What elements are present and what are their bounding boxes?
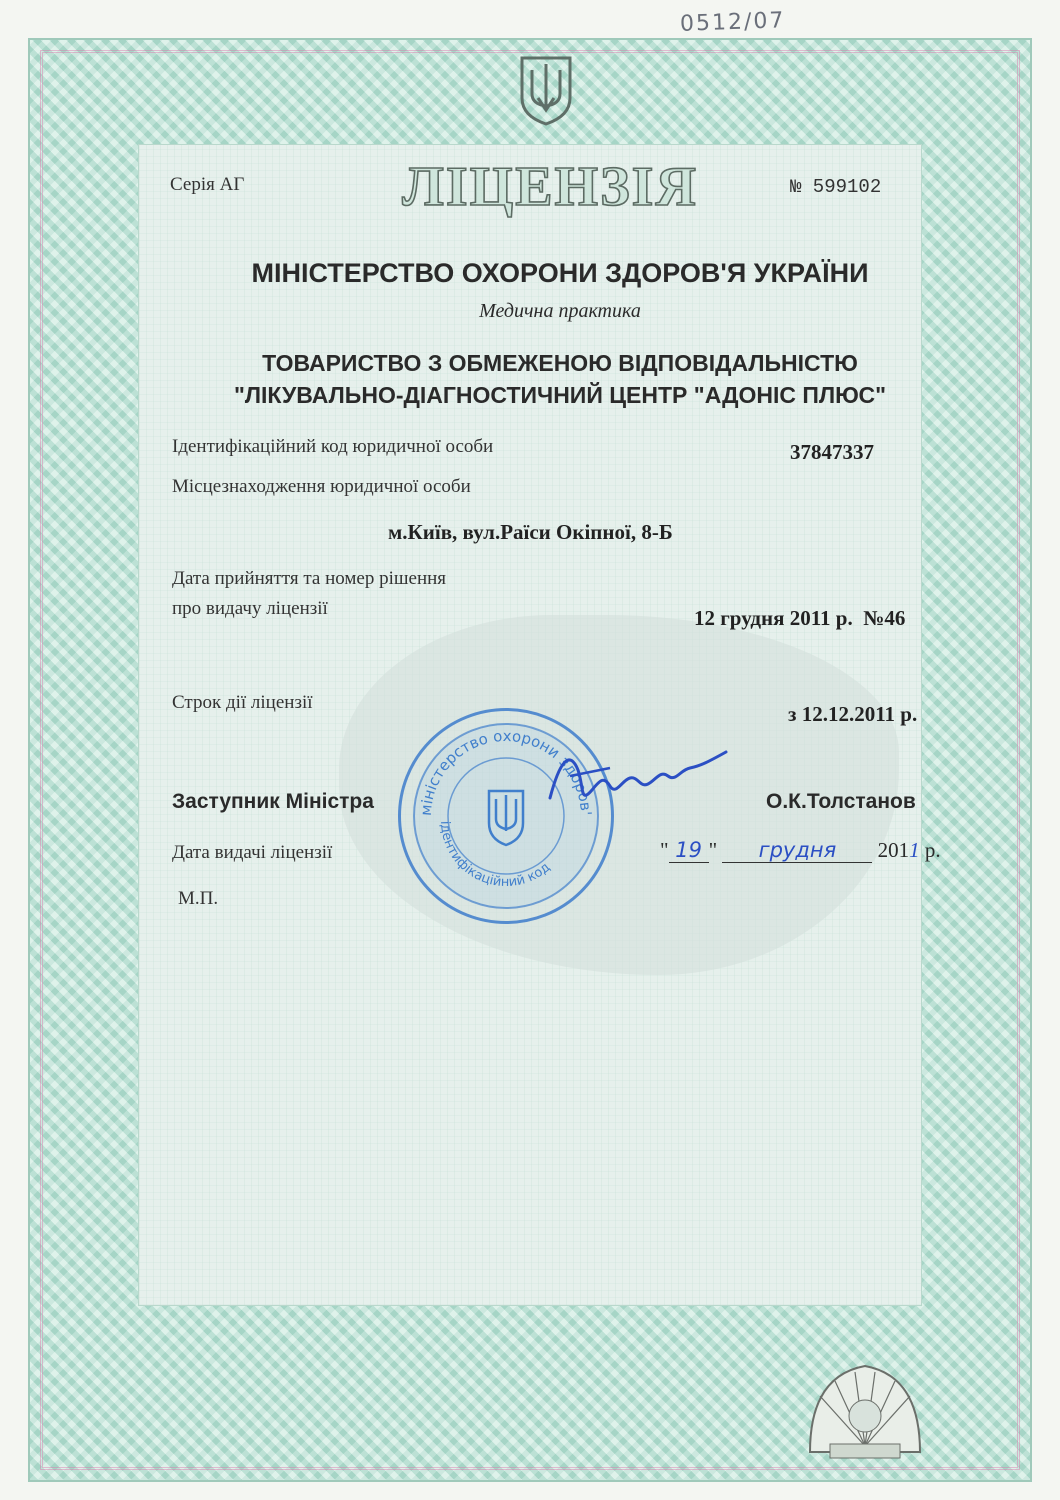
signatory-name: О.К.Толстанов [766, 790, 916, 813]
decision-label-line-2: про видачу ліцензії [172, 598, 328, 619]
issue-date-label: Дата видачі ліцензії [172, 842, 333, 863]
decision-value: 12 грудня 2011 р. №46 [694, 606, 906, 630]
seal-text-upper: міністерство охорони здоров' [416, 726, 596, 817]
issue-date-year-prefix: 201 [877, 838, 910, 862]
location-label: Місцезнаходження юридичної особи [172, 476, 471, 497]
issue-date-quote-open: " [660, 838, 669, 862]
licensee-name-line-1: ТОВАРИСТВО З ОБМЕЖЕНОЮ ВІДПОВІДАЛЬНІСТЮ [262, 350, 858, 376]
decision-label-line-1: Дата прийняття та номер рішення [172, 568, 447, 589]
issue-date-day: 19 [669, 838, 709, 863]
issue-date-quote-close: " [708, 838, 718, 862]
licensee-name-line-2: "ЛІКУВАЛЬНО-ДІАГНОСТИЧНИЙ ЦЕНТР "АДОНІС ПЛЮС" [233, 382, 887, 408]
id-code-value: 37847337 [790, 440, 874, 464]
handwritten-signature [540, 740, 740, 810]
issue-date-year-suffix: р. [924, 838, 941, 862]
license-series: Серія АГ [170, 174, 245, 195]
seal-text-lower: ідентифікаційний код [436, 820, 554, 891]
term-label: Строк дії ліцензії [172, 692, 313, 713]
stamp-place-label: М.П. [178, 888, 219, 909]
activity-type: Медична практика [479, 300, 641, 322]
issue-date-year-digit: 1 [909, 838, 920, 862]
issue-date-month: грудня [722, 838, 872, 863]
license-number: № 599102 [790, 176, 882, 198]
signatory-position: Заступник Міністра [172, 790, 374, 813]
issuing-ministry: МІНІСТЕРСТВО ОХОРОНИ ЗДОРОВ'Я УКРАЇНИ [251, 258, 869, 288]
id-code-label: Ідентифікаційний код юридичної особи [172, 436, 494, 457]
license-title: ЛІЦЕНЗІЯ [402, 156, 698, 218]
trident-emblem-icon [518, 54, 574, 126]
location-value: м.Київ, вул.Раїси Окіпної, 8-Б [388, 520, 673, 544]
issue-date [660, 838, 941, 863]
handwritten-reference: 0512/07 [679, 8, 786, 37]
term-value: з 12.12.2011 р. [788, 702, 918, 726]
hologram-emblem-icon [800, 1356, 930, 1466]
